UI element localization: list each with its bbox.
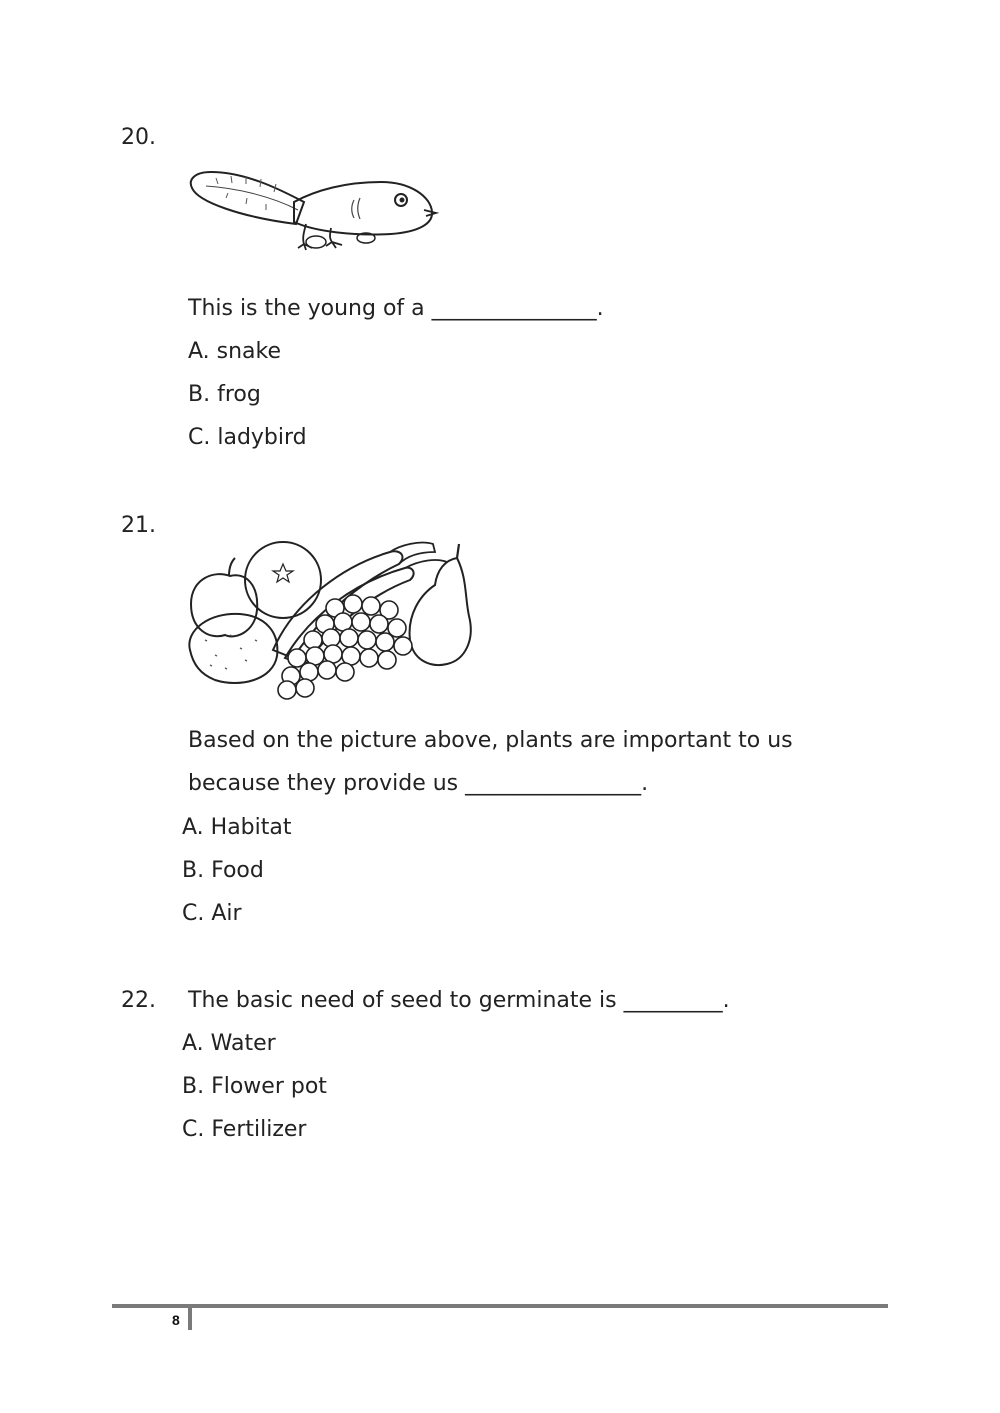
question-22-number: 22. <box>121 988 156 1013</box>
question-21-option-a[interactable]: A. Habitat <box>182 815 292 840</box>
question-22-option-c[interactable]: C. Fertilizer <box>182 1117 307 1142</box>
page-number: 8 <box>172 1312 180 1328</box>
question-22-stem: The basic need of seed to germinate is _________. <box>188 988 730 1013</box>
question-21-stem-line2: because they provide us ________________. <box>188 771 649 796</box>
footer-separator <box>188 1308 192 1330</box>
question-20-stem: This is the young of a _______________. <box>188 296 604 321</box>
question-20-option-a[interactable]: A. snake <box>188 339 282 364</box>
question-22-option-a[interactable]: A. Water <box>182 1031 276 1056</box>
fruits-icon <box>185 540 475 705</box>
question-20-number: 20. <box>121 125 156 150</box>
question-22-option-b[interactable]: B. Flower pot <box>182 1074 327 1099</box>
footer-rule <box>112 1304 888 1308</box>
question-21-number: 21. <box>121 513 156 538</box>
question-21-option-c[interactable]: C. Air <box>182 901 242 926</box>
tadpole-icon <box>186 162 441 257</box>
question-21-stem-line1: Based on the picture above, plants are important to us <box>188 728 793 753</box>
question-20-option-b[interactable]: B. frog <box>188 382 261 407</box>
question-20-option-c[interactable]: C. ladybird <box>188 425 307 450</box>
question-21-option-b[interactable]: B. Food <box>182 858 264 883</box>
